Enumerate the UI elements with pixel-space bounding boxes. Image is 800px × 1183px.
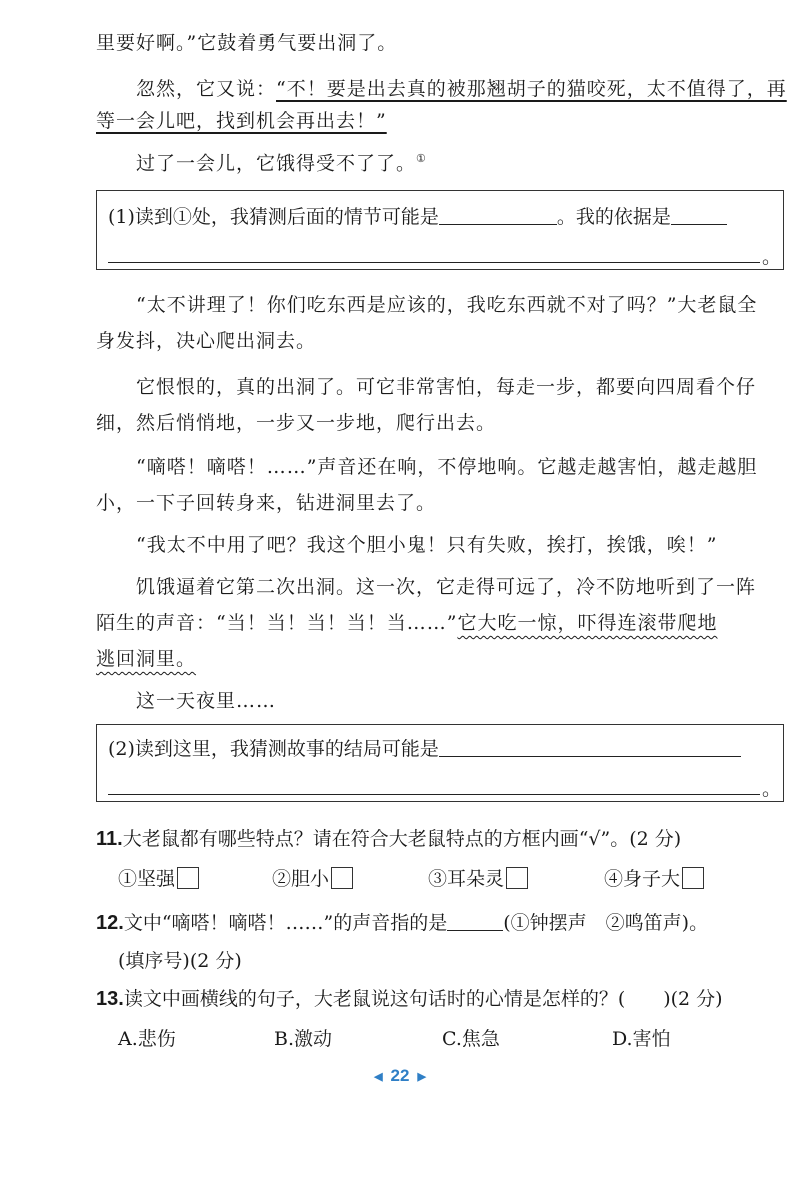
checkbox[interactable]: [506, 867, 528, 889]
passage-text: 陌生的声音：“当！当！当！当！当……”: [96, 612, 458, 634]
passage-line: “我太不中用了吧？我这个胆小鬼！只有失败，挨打，挨饿，唉！”: [136, 534, 718, 556]
box1-prompt: [108, 204, 727, 230]
passage-line: “太不讲理了！你们吃东西是应该的，我吃东西就不对了吗？”大老鼠全: [136, 294, 758, 316]
answer-line[interactable]: [108, 794, 760, 795]
period: 。: [762, 778, 782, 800]
page-footer: [0, 1066, 800, 1086]
question-number: 13.: [96, 988, 124, 1010]
question-text: 大老鼠都有哪些特点？请在符合大老鼠特点的方框内画“√”。(2 分): [122, 828, 682, 850]
q12-note: (填序号)(2 分): [118, 950, 242, 972]
checkbox[interactable]: [331, 867, 353, 889]
wavy-sentence: 它大吃一惊，吓得连滚带爬地: [457, 612, 718, 634]
passage-line: 饥饿逼着它第二次出洞。这一次，它走得可远了，冷不防地听到了一阵: [136, 576, 757, 598]
passage-line: 身发抖，决心爬出洞去。: [96, 330, 317, 352]
passage-text: 过了一会儿，它饿得受不了了。: [136, 152, 417, 175]
passage-line: [136, 76, 787, 102]
q13-option-a[interactable]: A.悲伤: [118, 1028, 176, 1050]
question-number: 11.: [96, 828, 123, 850]
passage-line: 细，然后悄悄地，一步又一步地，爬行出去。: [96, 412, 497, 434]
answer-blank[interactable]: [439, 206, 557, 225]
box1-text: (1)读到①处，我猜测后面的情节可能是: [108, 206, 439, 228]
answer-blank[interactable]: [447, 912, 503, 931]
question-13: [96, 986, 723, 1012]
page-number: 22: [390, 1066, 410, 1085]
q11-option: [604, 866, 704, 892]
q11-option: [428, 866, 528, 892]
q13-option-d[interactable]: D.害怕: [612, 1028, 671, 1050]
next-page-icon[interactable]: ▶: [417, 1071, 426, 1083]
passage-line: “嘀嗒！嘀嗒！……”声音还在响，不停地响。它越走越害怕，越走越胆: [136, 456, 758, 478]
prev-page-icon[interactable]: ◀: [374, 1071, 383, 1083]
marker-1: ①: [416, 152, 427, 165]
answer-line[interactable]: [108, 262, 760, 263]
checkbox[interactable]: [177, 867, 199, 889]
passage-line: [96, 646, 196, 672]
option-label: ④身子大: [604, 868, 681, 890]
checkbox[interactable]: [682, 867, 704, 889]
passage-line: 它恨恨的，真的出洞了。可它非常害怕，每走一步，都要向四周看个仔: [136, 376, 757, 398]
question-text: (①钟摆声 ②鸣笛声)。: [503, 912, 709, 934]
option-label: ①坚强: [118, 868, 176, 890]
box1-text: 。我的依据是: [556, 206, 671, 228]
question-12: [96, 910, 708, 936]
q11-option: [118, 866, 199, 892]
underlined-sentence: 等一会儿吧，找到机会再出去！”: [96, 110, 387, 132]
passage-line: 这一天夜里……: [136, 690, 277, 712]
box2-prompt: [108, 736, 741, 762]
passage-line: [136, 146, 427, 176]
option-label: ③耳朵灵: [428, 868, 505, 890]
wavy-sentence: 逃回洞里。: [96, 648, 197, 670]
question-text: 文中“嘀嗒！嘀嗒！……”的声音指的是: [123, 912, 448, 934]
question-number: 12.: [96, 912, 124, 934]
underlined-sentence: “不！要是出去真的被那翘胡子的猫咬死，太不值得了，再: [276, 78, 787, 100]
option-label: ②胆小: [272, 868, 330, 890]
q13-option-c[interactable]: C.焦急: [442, 1028, 500, 1050]
period: 。: [762, 246, 782, 268]
passage-line: 里要好啊。”它鼓着勇气要出洞了。: [96, 32, 398, 54]
passage-line: 小，一下子回转身来，钻进洞里去了。: [96, 492, 437, 514]
box2-text: (2)读到这里，我猜测故事的结局可能是: [108, 738, 439, 760]
q13-option-b[interactable]: B.激动: [274, 1028, 333, 1050]
prediction-box-1: [96, 190, 784, 270]
question-11: [96, 826, 681, 852]
answer-blank[interactable]: [439, 738, 741, 757]
answer-blank[interactable]: [671, 206, 727, 225]
passage-line: [96, 610, 717, 636]
question-text: 读文中画横线的句子，大老鼠说这句话时的心情是怎样的？( )(2 分): [123, 988, 723, 1010]
passage-text: 忽然，它又说：: [136, 78, 277, 100]
passage-line: [96, 108, 387, 134]
q11-option: [272, 866, 353, 892]
